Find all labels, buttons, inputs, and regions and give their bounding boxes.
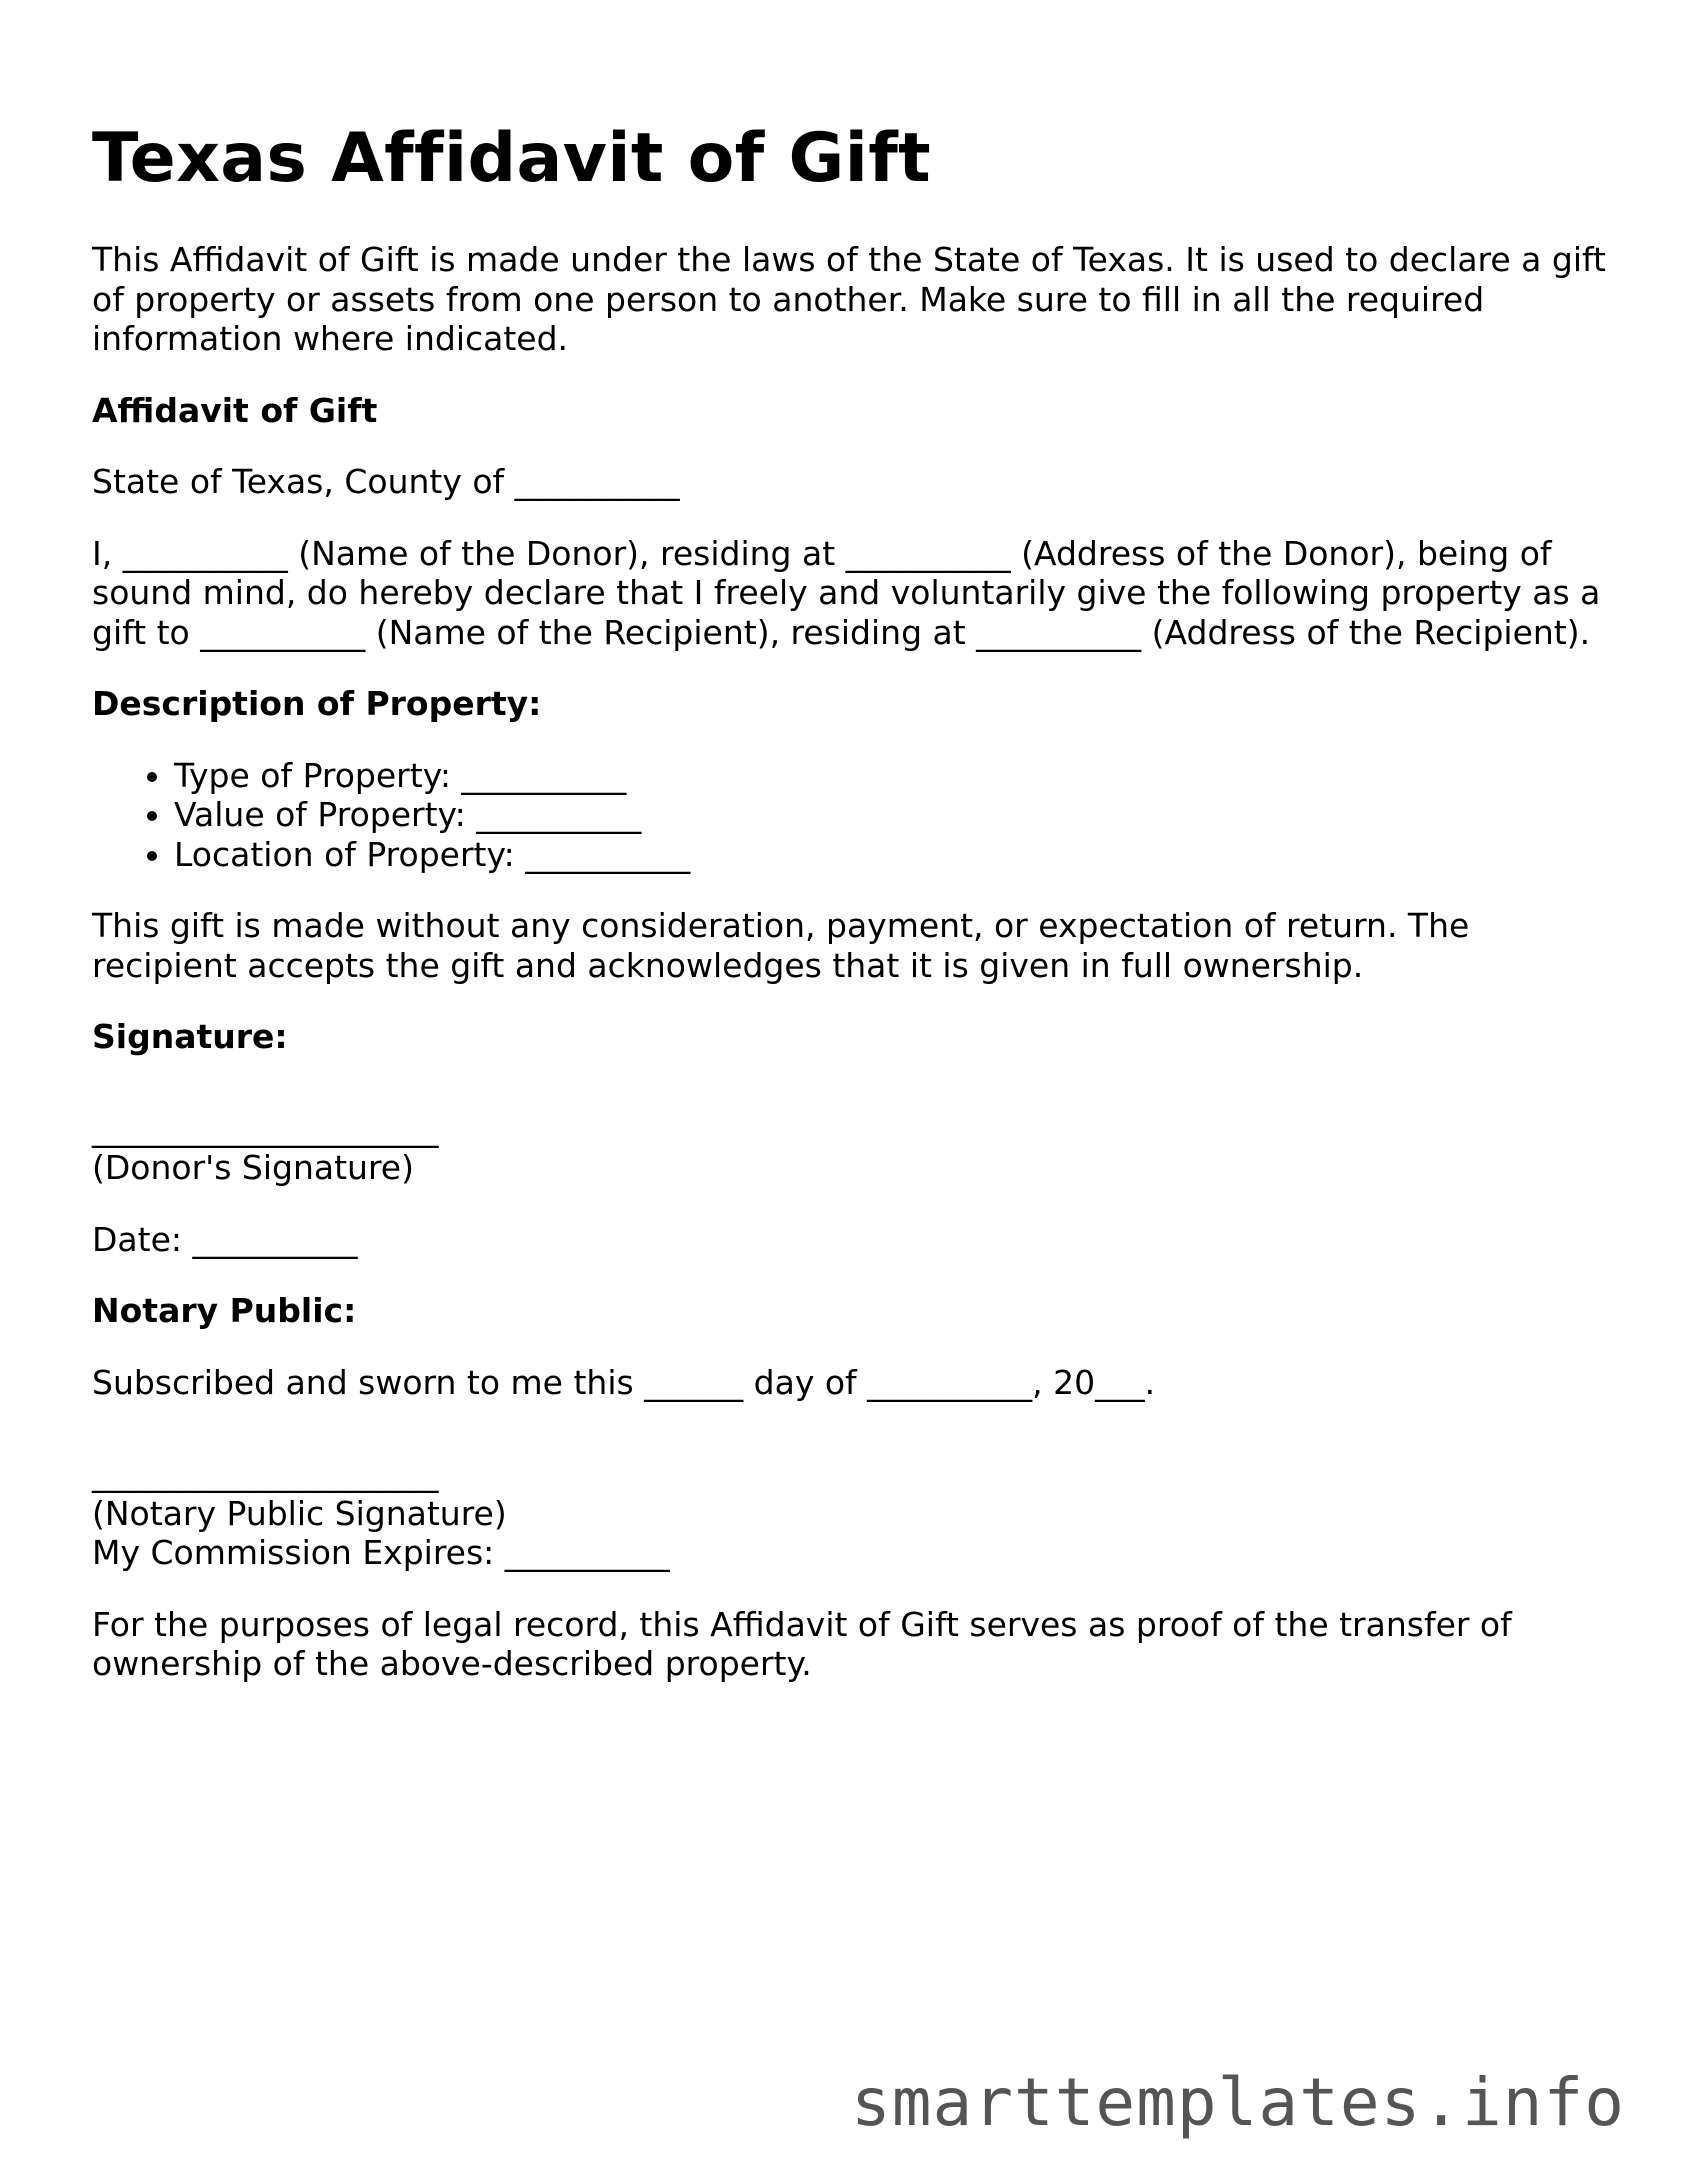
property-list — [92, 756, 1612, 875]
intro-paragraph: This Affidavit of Gift is made under the laws of the State of Texas. It is used to declare a gift of property or assets from one person to another. Make sure to fill in all the required information where indicated. — [92, 240, 1606, 358]
date-line: Date: __________ — [92, 1219, 358, 1259]
list-item: • Value of Property: __________ — [174, 795, 1612, 835]
consideration-paragraph: This gift is made without any consideration, payment, or expectation of return. The recipient accepts the gift and acknowledges that it is given in full ownership. — [92, 906, 1470, 985]
notary-signature-label: (Notary Public Signature) — [92, 1493, 507, 1533]
document-page — [92, 118, 1612, 1684]
notary-signature-line: _____________________ — [92, 1454, 439, 1493]
property-heading: Description of Property: — [92, 684, 542, 723]
affidavit-heading: Affidavit of Gift — [92, 390, 378, 430]
county-line: State of Texas, County of __________ — [92, 462, 680, 501]
watermark: smarttemplates.info — [851, 2064, 1625, 2141]
notary-heading: Notary Public: — [92, 1291, 357, 1330]
commission-line: My Commission Expires: __________ — [92, 1533, 670, 1572]
donor-signature-line: _____________________ — [92, 1108, 439, 1148]
list-item: • Type of Property: __________ — [174, 756, 1612, 796]
legal-record-paragraph: For the purposes of legal record, this Affidavit of Gift serves as proof of the transfer of ownership of the above-described property. — [92, 1604, 1512, 1683]
document-title: Texas Affidavit of Gift — [92, 119, 931, 198]
list-item: • Location of Property: __________ — [174, 835, 1612, 875]
declaration-paragraph: I, __________ (Name of the Donor), residing at __________ (Address of the Donor), being of sound mind, do hereby declare that I freely and voluntarily give the following property as a gift to __________ (Name of the Recipient), residing at __________ (Address of the Recipient). — [92, 533, 1601, 652]
donor-signature-label: (Donor's Signature) — [92, 1148, 414, 1187]
sworn-line: Subscribed and sworn to me this ______ day of __________, 20___. — [92, 1362, 1156, 1402]
signature-heading: Signature: — [92, 1017, 288, 1056]
